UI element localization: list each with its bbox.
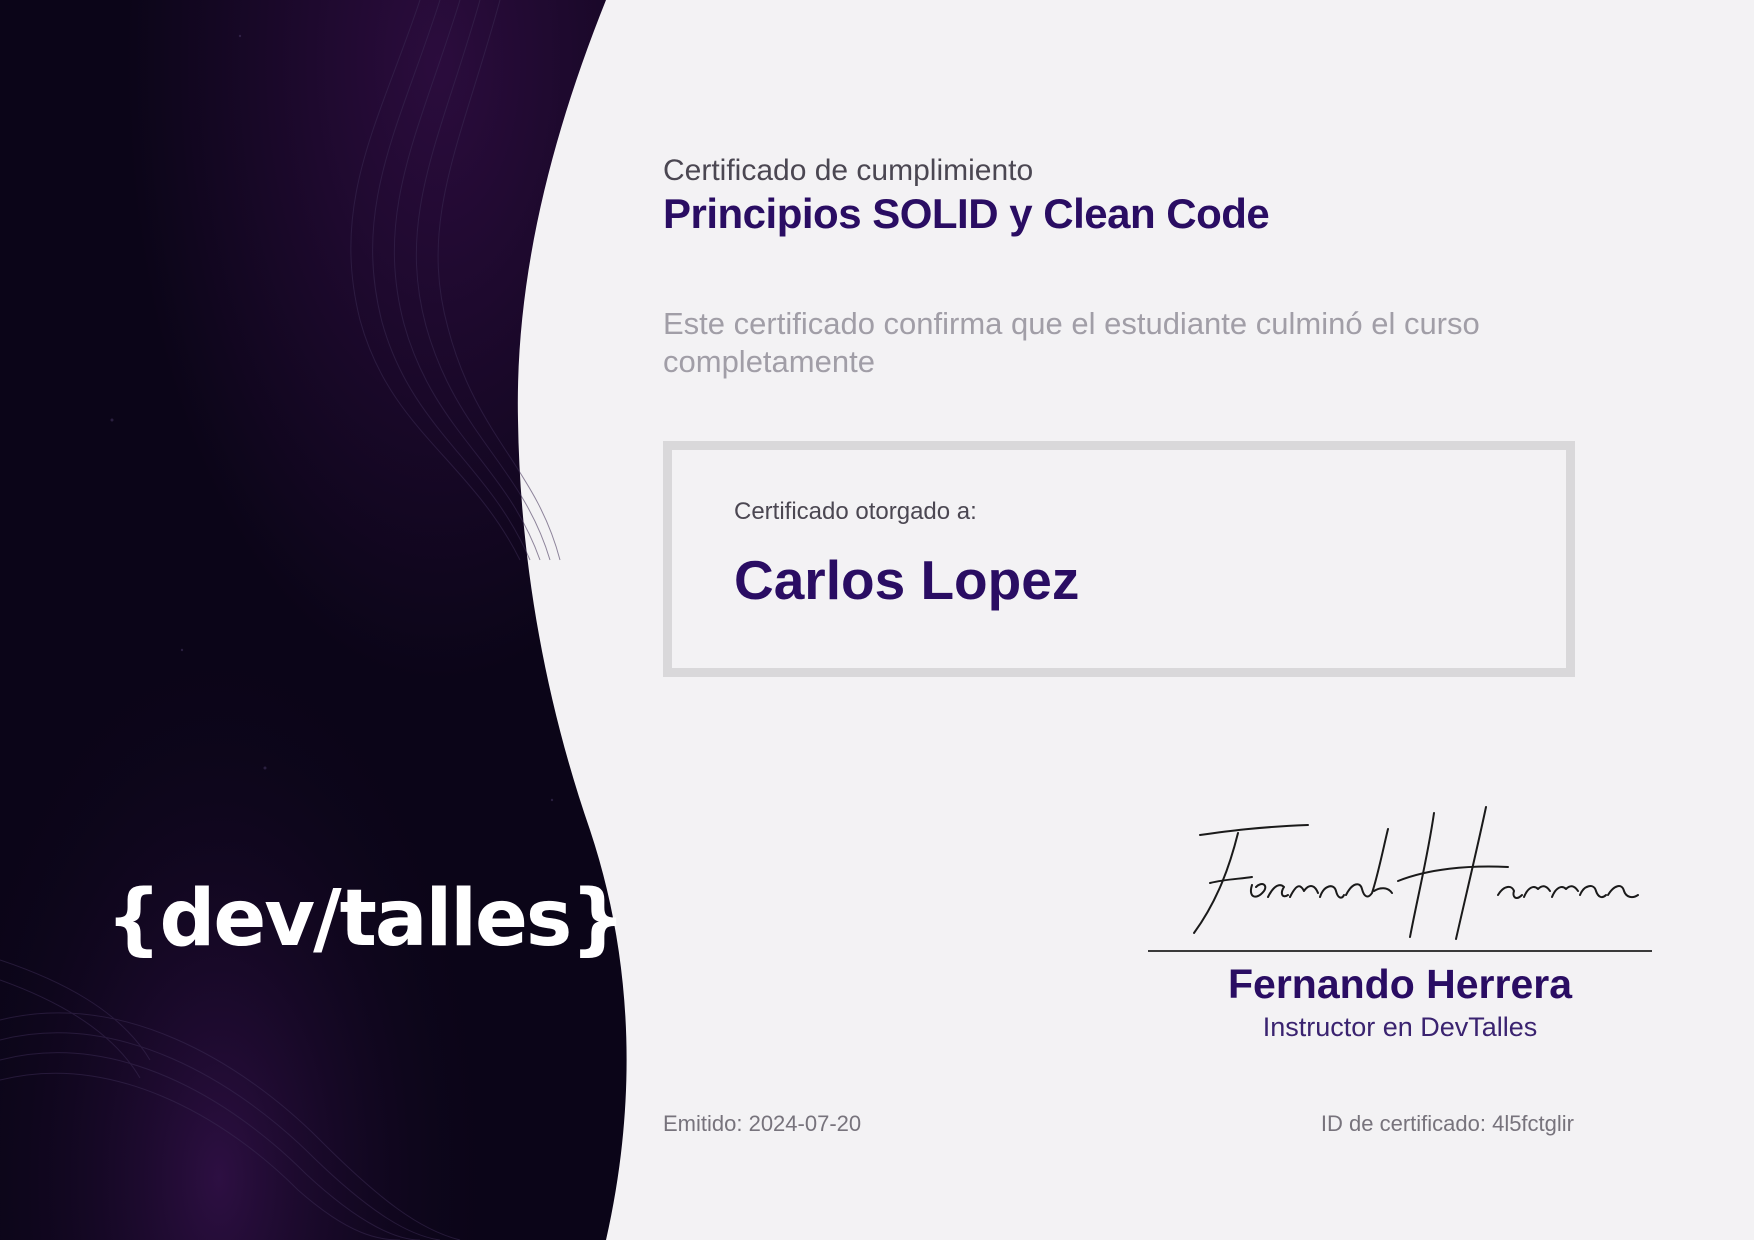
instructor-name: Fernando Herrera xyxy=(1227,961,1573,1007)
issue-date: Emitido: 2024-07-20 xyxy=(663,1111,862,1136)
instructor-role: Instructor en DevTalles xyxy=(1262,1012,1538,1042)
certificate-type-label: Certificado de cumplimiento xyxy=(663,154,1034,187)
recipient-name: Carlos Lopez xyxy=(734,549,1080,611)
recipient-label: Certificado otorgado a: xyxy=(734,498,977,525)
certificate-description: Este certificado confirma que el estudiante culminó el curso completamente xyxy=(663,306,1480,379)
certificate-id: ID de certificado: 4l5fctglir xyxy=(1320,1111,1574,1136)
course-title: Principios SOLID y Clean Code xyxy=(663,190,1270,237)
signature-block xyxy=(1148,805,1652,1045)
handwritten-signature xyxy=(1148,805,1668,955)
wave-background xyxy=(0,0,700,1240)
devtalles-logo: {dev/talles} xyxy=(106,874,624,964)
decorative-side-panel xyxy=(0,0,700,1240)
signature-line xyxy=(1148,950,1652,952)
recipient-box xyxy=(663,441,1575,677)
